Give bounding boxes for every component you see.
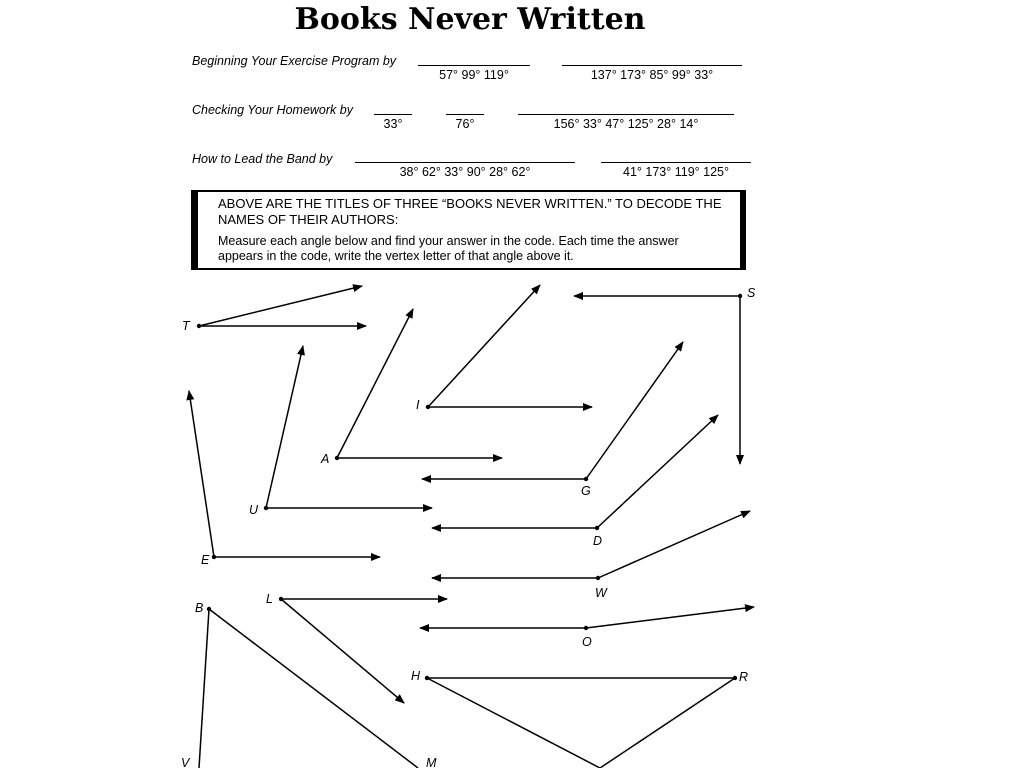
vertex-label-m: M [426, 756, 437, 768]
vertex-label-b: B [195, 601, 204, 615]
angle-w [432, 511, 750, 578]
vertex-label-u: U [249, 503, 259, 517]
vertex-label-r: R [739, 670, 749, 684]
vertex-label-h: H [411, 669, 421, 683]
angle-d [432, 415, 718, 528]
angle-a [337, 309, 502, 458]
vertex-label-t: T [182, 319, 190, 333]
angle-t [199, 286, 366, 326]
row-3-label: How to Lead the Band by [192, 152, 333, 166]
row-2-blank-2[interactable]: 76° [446, 114, 484, 131]
row-2-blank-1[interactable]: 33° [374, 114, 412, 131]
triangle-bvm [199, 609, 418, 768]
row-1-blank-2[interactable]: 137° 173° 85° 99° 33° [562, 65, 742, 82]
angle-o [420, 607, 754, 628]
angle-u [266, 346, 432, 508]
page-title: Books Never Written [294, 2, 646, 37]
vertex-label-l: L [266, 592, 273, 606]
vertex-label-s: S [747, 286, 756, 300]
vertex-label-o: O [582, 635, 592, 649]
instruction-heading: ABOVE ARE THE TITLES OF THREE “BOOKS NEVER WRITTEN.” TO DECODE THE NAMES OF THEIR AUTHORS: [218, 196, 722, 227]
angle-l [281, 599, 447, 703]
vertex-label-d: D [593, 534, 603, 548]
row-3-blank-1[interactable]: 38° 62° 33° 90° 28° 62° [355, 162, 575, 179]
vertex-label-e: E [201, 553, 210, 567]
row-3-blank-2[interactable]: 41° 173° 119° 125° [601, 162, 751, 179]
row-2-label: Checking Your Homework by [192, 103, 353, 117]
vertex-label-v: V [181, 756, 190, 768]
row-1-blank-1[interactable]: 57° 99° 119° [418, 65, 530, 82]
triangle-hr [427, 678, 735, 768]
angle-i [428, 285, 592, 407]
vertex-label-g: G [581, 484, 591, 498]
row-2-blank-3[interactable]: 156° 33° 47° 125° 28° 14° [518, 114, 734, 131]
row-1-label: Beginning Your Exercise Program by [192, 54, 397, 68]
instruction-body: Measure each angle below and find your answer in the code. Each time the answer appears in the code, write the vertex letter of that angle above it. [218, 234, 679, 263]
vertex-label-a: A [321, 452, 330, 466]
vertex-label-i: I [416, 398, 420, 412]
vertex-label-w: W [595, 586, 607, 600]
angle-e [189, 391, 380, 557]
